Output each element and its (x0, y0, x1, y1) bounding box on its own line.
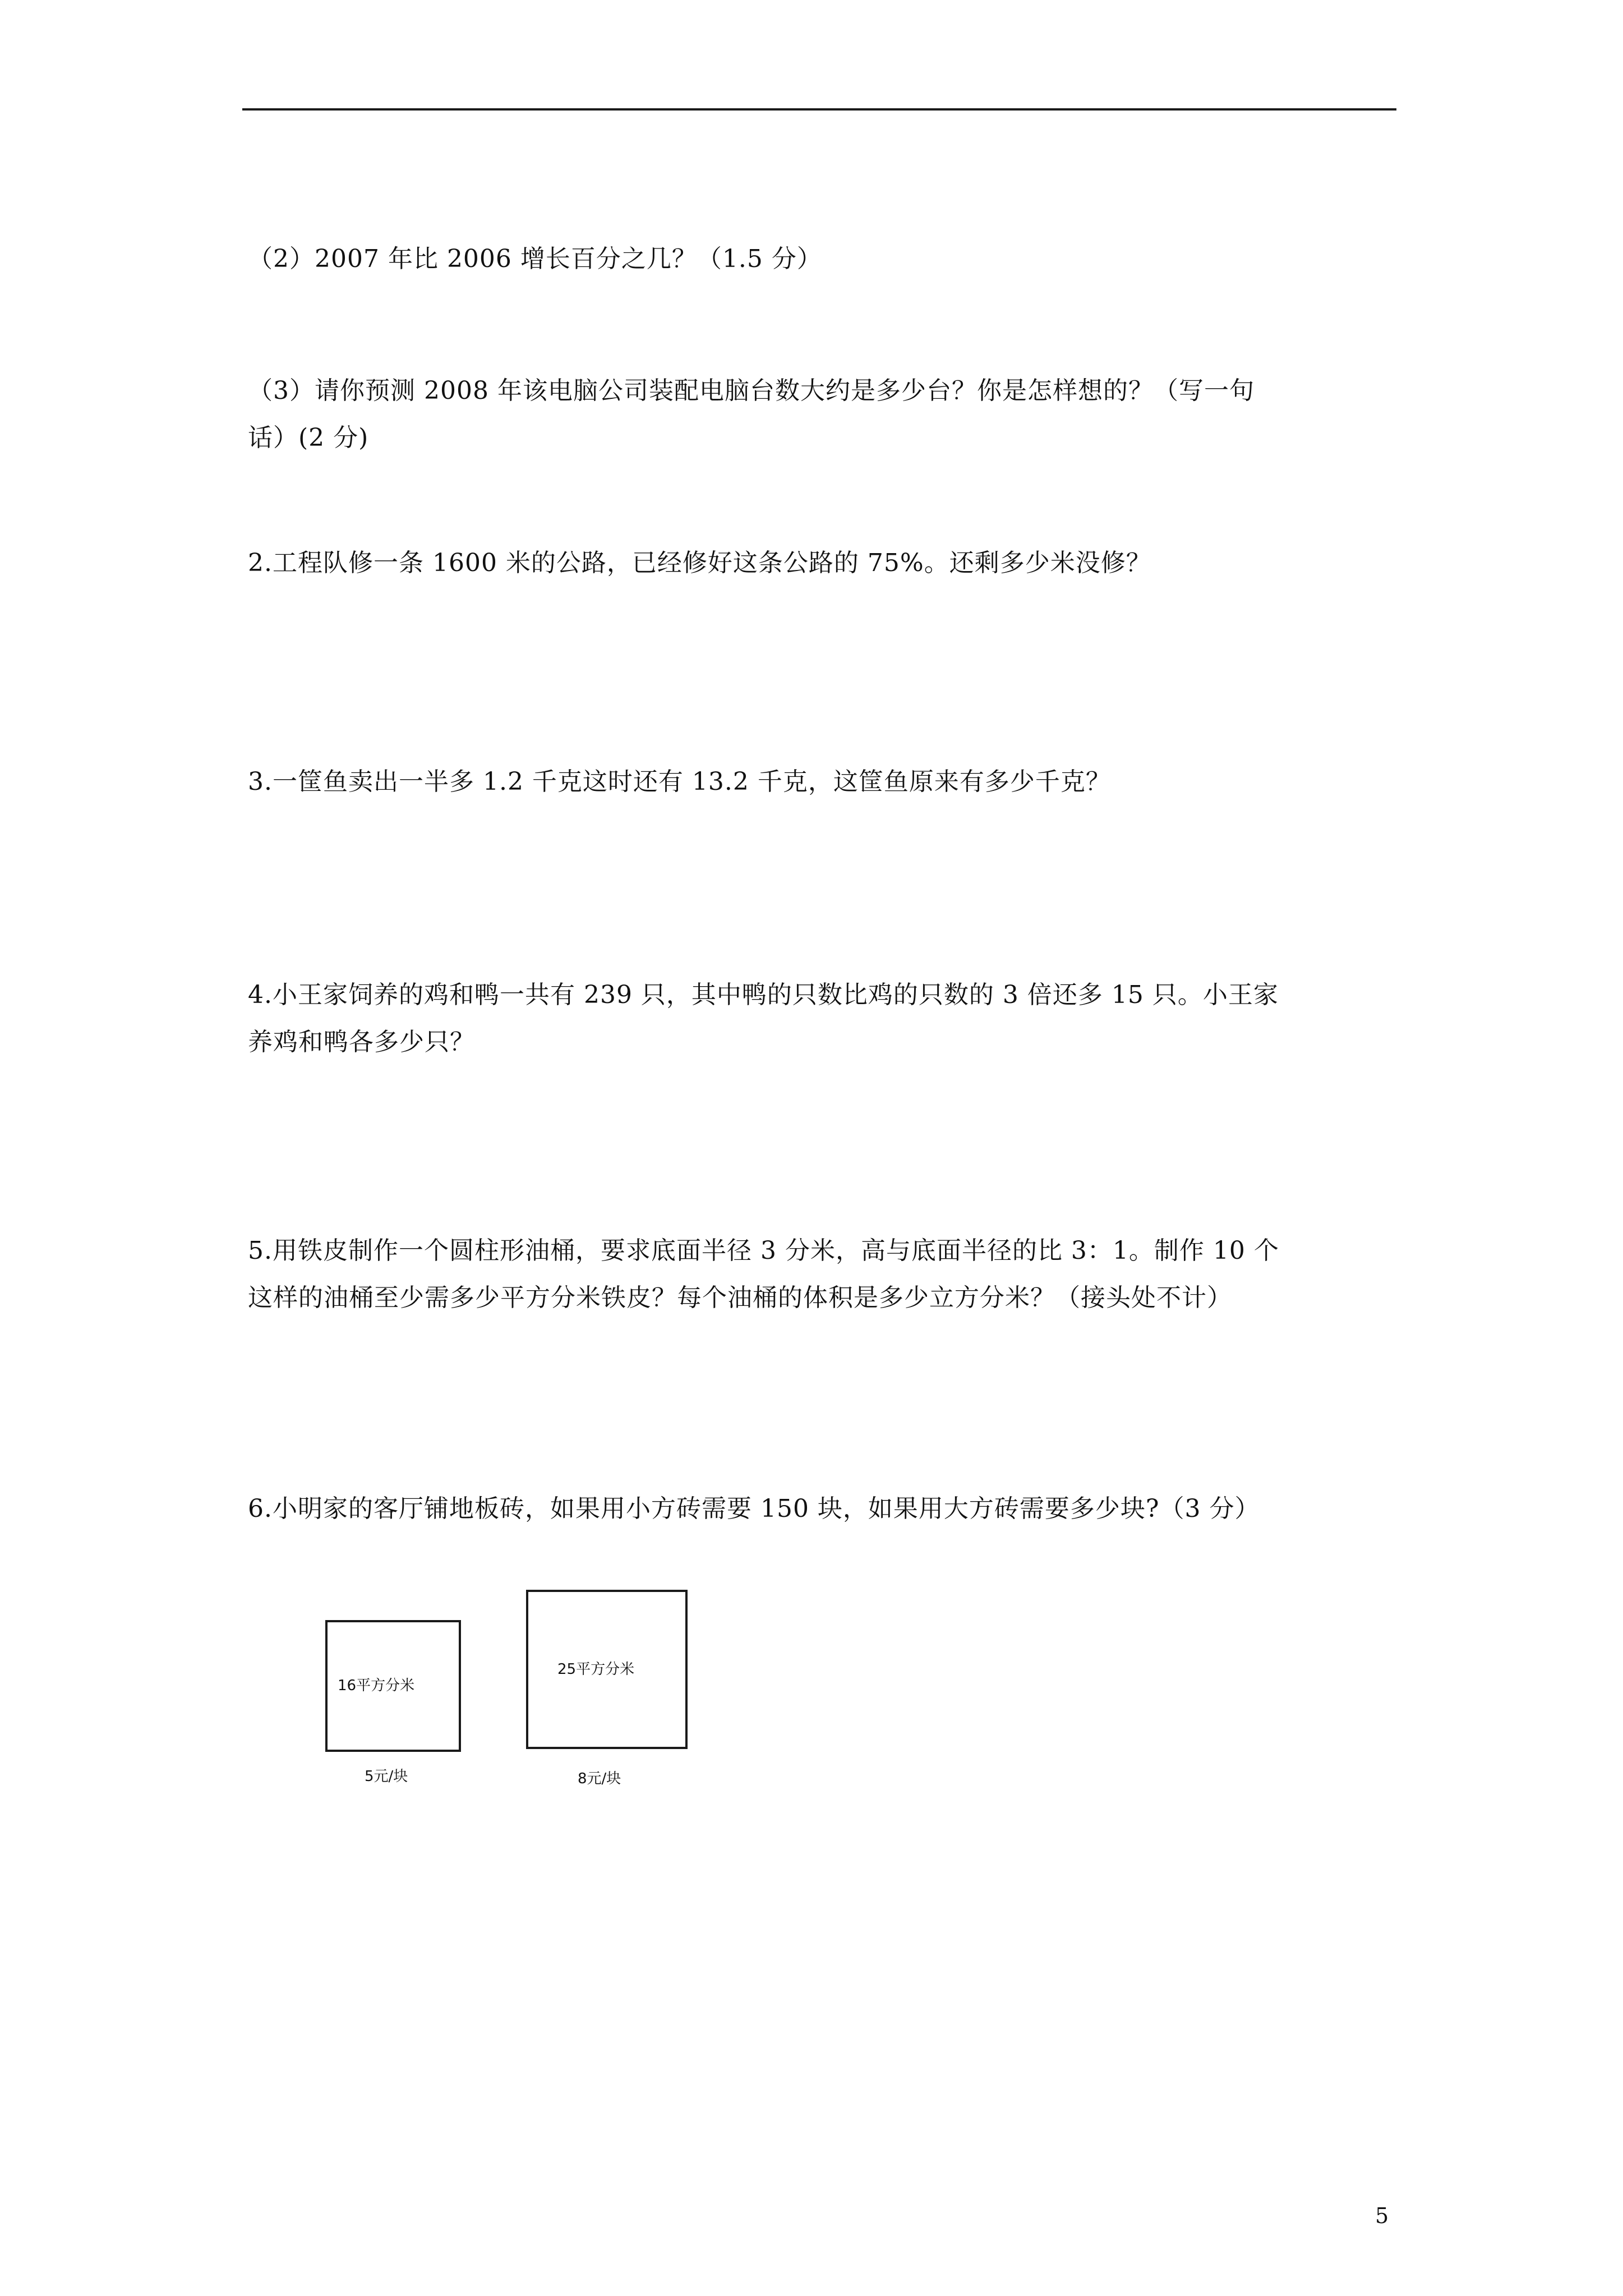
large-tile-area-label: 25平方分米 (557, 1661, 635, 1678)
question-4-line-1: 4.小王家饲养的鸡和鸭一共有 239 只，其中鸭的只数比鸡的只数的 3 倍还多 15 只。小王家 (248, 981, 1279, 1009)
question-4-line-2: 养鸡和鸭各多少只？ (248, 1028, 475, 1056)
small-tile-area-label: 16平方分米 (338, 1677, 415, 1694)
question-5-line-1: 5.用铁皮制作一个圆柱形油桶，要求底面半径 3 分米，高与底面半径的比 3：1。制作 10 个 (248, 1236, 1279, 1265)
page-number: 5 (1375, 2203, 1389, 2228)
large-tile-price-label: 8元/块 (578, 1770, 621, 1787)
question-1-part-2-text: （2）2007 年比 2006 增长百分之几？（1.5 分） (248, 245, 822, 273)
question-3-text: 3.一筐鱼卖出一半多 1.2 千克这时还有 13.2 千克，这筐鱼原来有多少千克？ (248, 767, 1111, 796)
question-2 (248, 540, 1403, 587)
header-rule (242, 108, 1396, 111)
question-2-text: 2.工程队修一条 1600 米的公路，已经修好这条公路的 75%。还剩多少米没修？ (248, 549, 1151, 577)
question-5-line-2: 这样的油桶至少需多少平方分米铁皮？每个油桶的体积是多少立方分米？（接头处不计） (248, 1283, 1232, 1312)
question-6-text: 6.小明家的客厅铺地板砖，如果用小方砖需要 150 块，如果用大方砖需要多少块?（3 分） (248, 1494, 1260, 1523)
small-tile-price-label: 5元/块 (365, 1768, 408, 1785)
question-3 (248, 758, 1403, 806)
question-1-part-3-line-1: （3）请你预测 2008 年该电脑公司装配电脑台数大约是多少台？你是怎样想的？（写一句 (248, 376, 1255, 405)
question-1-part-3 (248, 367, 1403, 462)
question-1-part-2 (248, 236, 1403, 283)
question-1-part-3-line-2: 话）(2 分) (248, 424, 369, 452)
question-5 (248, 1227, 1403, 1322)
question-4 (248, 972, 1403, 1066)
question-6 (248, 1485, 1403, 1533)
